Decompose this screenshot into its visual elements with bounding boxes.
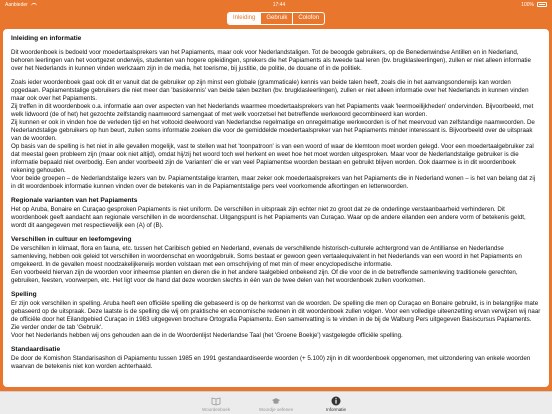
article-paragraph: Er zijn ook verschillen in spelling. Aruba heeft een officiële spelling die gebaseerd is op de herkomst van de woorden. De spelling die men op Curaçao en Bonaire gebruikt, is in belangrijke mate gebaseerd op de uitspraak. Deze laatste is de spelling die wij om praktische en economische redenen in dit woordenboek zullen volgen. Voor een volledige uiteenzetting ervan verwijzen wij naar de officiële door het Eilandgebied Curaçao in 1983 uitgegeven brochure Ortografia Papiamentu. Een samenvatting is te vinden in de bij de Walburg Pers uitgegeven Basiscursus Papiaments. Zie verder onder de tab 'Gebruik'. bbox=[11, 300, 541, 331]
section-heading-standard: Standaardisatie bbox=[11, 346, 61, 353]
status-bar bbox=[0, 0, 552, 9]
tab-informatie[interactable] bbox=[317, 392, 355, 414]
article-paragraph: Op basis van de spelling is het niet in alle gevallen mogelijk, vast te stellen wat het 'toonpatroon' is van een woord of waar de klemtoon moet worden gelegd. Voor een moedertaalgebruiker zal dat meestal geen probleem zijn (maar ook niet altijd), omdat hij/zij het woord toch wel herkent en weet hoe het moet worden uitgesproken. Maar voor de Nederlandstalige gebruiker is die informatie bepaald niet overbodig. Een ander voorbeeld zijn de 'varianten' die er van veel Papiamentse woorden bestaan en gebruikt blijven worden. Ook daarmee is in dit woordenboek rekening gehouden. bbox=[11, 143, 534, 174]
section-heading-spelling: Spelling bbox=[11, 291, 37, 298]
tab-woordenboek[interactable] bbox=[197, 392, 235, 414]
tab-bar bbox=[0, 391, 552, 414]
article-title: Inleiding en informatie bbox=[11, 35, 82, 42]
article-paragraph: Zij treffen in dit woordenboek o.a. informatie aan over aspecten van het Nederlands waarmee moedertaalsprekers van het Papiaments vaak 'leermoeilijkheden' ondervinden. Bijvoorbeeld, met welk lidwoord (de of het) het gezochte zelfstandig naamwoord samengaat of met welk voorzetsel het betreffende werkwoord gecombineerd kan worden. bbox=[11, 103, 534, 118]
section-heading-regional: Regionale varianten van het Papiaments bbox=[11, 197, 138, 204]
section-heading-culture: Verschillen in cultuur en leefomgeving bbox=[11, 236, 132, 243]
status-time: 17:44 bbox=[272, 1, 286, 8]
article-paragraph: Zoals ieder woordenboek gaat ook dit er vanuit dat de gebruiker op zijn minst een globale (grammaticale) kennis van beide talen heeft, zoals die in het aanvangsonderwijs kan worden opgedaan. Papiamentstalige gebruikers die niet meer dan 'basiskennis' van beide talen beziten (bv. brugklasleerlingen), zullen er niet alleen informatie over het Nederlands in kunnen vinden maar ook over het Papiaments. bbox=[11, 79, 529, 102]
article-paragraph: Voor het Nederlands hebben wij ons gehouden aan de in de Woordenlijst Nederlandse Taal (het 'Groene Boekje') vastgelegde officiële spelling. bbox=[11, 332, 403, 339]
article-paragraph: Een voorbeeld hiervan zijn de woorden voor inheemse planten en dieren die in het andere taalgebied onbekend zijn. Of die voor de in de betreffende samenleving traditionele gerechten, gebruiken, feesten, voorwerpen, etc. Het ligt voor de hand dat deze woorden slechts in één van de twee delen van het woordenboek zullen voorkomen. bbox=[11, 269, 518, 284]
graduation-cap-icon bbox=[271, 396, 281, 406]
segment-colofon[interactable]: Colofon bbox=[292, 13, 324, 24]
tab-label: Woordje oefenen bbox=[258, 407, 294, 412]
tab-woordje-oefenen[interactable] bbox=[257, 392, 295, 414]
segment-gebruik[interactable]: Gebruik bbox=[260, 13, 292, 24]
wifi-icon bbox=[31, 3, 37, 7]
battery-icon bbox=[537, 2, 547, 7]
article-paragraph: Zij kunnen er ook in vinden hoe de verleden tijd en het voltooid deelwoord van Nederlandse regelmatige en onregelmatige werkwoorden is of het meervoud van zelfstandige naamwoorden. De Nederlandstalige gebruikers op hun beurt, zullen soms informatie zoeken die voor de gemiddelde moedertaalspreker van het Papiaments minder interessant is. Bijvoorbeeld over de uitspraak van de woorden. bbox=[11, 119, 535, 142]
info-icon bbox=[331, 396, 341, 406]
segment-inleiding[interactable]: Inleiding bbox=[228, 13, 260, 24]
article-paragraph: De verschillen in klimaat, flora en fauna, etc. tussen het Caribisch gebied en Nederland, evenals de verschillende historisch-culturele achtergrond van de Antillianse en Nederlandse samenleving, hebben ook geleid tot verschillen in woordenschat en woordgebruik. Soms bestaat er gewoon geen vertaalequivalent in het Nederlands van een woord in het Papiaments en omgekeerd. In de gevallen moest noodzakelijkerwijs worden volstaan met een omschrijving of met min of meer encyclopedische informatie. bbox=[11, 245, 522, 268]
article-scroll-view[interactable] bbox=[3, 29, 549, 387]
battery-percent: 100% bbox=[521, 1, 534, 8]
status-left bbox=[5, 2, 37, 8]
tab-label: Woordenboek bbox=[202, 407, 230, 412]
carrier-label: Aanbieder bbox=[5, 1, 28, 8]
status-right bbox=[521, 2, 547, 8]
article-paragraph: De door de Komishon Standarisashon di Papiamentu tussen 1985 en 1991 gestandaardiseerde woorden (+ 5.100) zijn in dit woordenboek opgenomen, met uitzondering van enkele woorden waarvan de betekenis niet kon worden achterhaald. bbox=[11, 355, 531, 370]
article-paragraph: Voor beide groepen – de Nederlandstalige lezers van bv. Papiamentstalige kranten, maar zeker ook moedertaalsprekers van het Papiaments die in Nederland wonen – is het van belang dat zij in dit woordenboek informatie kunnen vinden over de betekenis van in de Papiamentstalige pers veel voorkomende afkortingen en letterwoorden. bbox=[11, 175, 536, 190]
article-paragraph: Het op Aruba, Bonaire en Curaçao gesproken Papiaments is niet uniform. De verschillen in uitspraak zijn echter niet zo groot dat ze de onderlinge verstaanbaarheid verhinderen. Dit woordenboek geeft aandacht aan regionale verschillen in de woordenschat. Uitgangspunt is het Papiaments van Curaçao. Waar op de andere eilanden een andere vorm of betekenis geldt, wordt dit aangegeven met respectievelijk een (A) of (B). bbox=[11, 206, 526, 229]
article-paragraph: Dit woordenboek is bedoeld voor moedertaalsprekers van het Papiaments, maar ook voor Nederlandstaligen. Tot de beoogde gebruikers, op de Benedenwindse Antillen en in Nederland, behoren leerlingen van het voortgezet onderwijs, studenten van hogere opleidingen, sprekers die het Papiaments als tweede taal leren (bv. brugklasleerlingen), zullen er niet alleen informatie over het Nederlands in kunnen vinden werkzaam zijn in de media, het toerisme, bij justitie, de politie, de douane of in de politiek. bbox=[11, 49, 531, 72]
book-icon bbox=[211, 396, 221, 406]
tab-label: Informatie bbox=[325, 407, 346, 412]
segmented-control bbox=[227, 12, 325, 25]
